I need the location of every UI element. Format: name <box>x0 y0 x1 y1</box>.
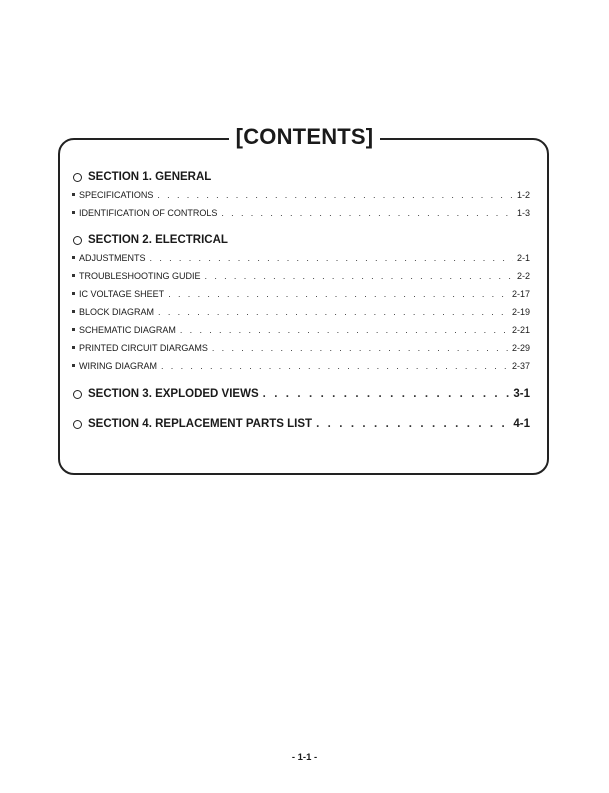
toc-entry-schematic-diagram[interactable] <box>72 324 530 342</box>
section-4 <box>72 416 530 432</box>
dot-leader <box>157 189 513 201</box>
square-bullet-icon <box>72 193 75 196</box>
toc-entry-page: 4-1 <box>513 418 530 430</box>
dot-leader <box>212 342 508 354</box>
toc-entry-label: SPECIFICATIONS <box>79 190 154 200</box>
circle-bullet-icon <box>73 390 82 399</box>
section-4-heading-label: SECTION 4. REPLACEMENT PARTS LIST <box>88 418 313 430</box>
toc-entry-page: 2-17 <box>511 289 530 299</box>
circle-bullet-icon <box>73 420 82 429</box>
toc-entry-adjustments[interactable] <box>72 252 530 270</box>
toc-entry-page: 2-1 <box>516 253 530 263</box>
square-bullet-icon <box>72 292 75 295</box>
toc-entry-label: WIRING DIAGRAM <box>79 361 157 371</box>
toc-entry-label: BLOCK DIAGRAM <box>79 307 155 317</box>
square-bullet-icon <box>72 211 75 214</box>
section-2 <box>72 232 530 378</box>
toc-entry-label: PRINTED CIRCUIT DIARGAMS <box>79 343 208 353</box>
toc-entry-troubleshooting-guide[interactable] <box>72 270 530 288</box>
toc-entry-page: 1-2 <box>516 190 530 200</box>
section-2-heading[interactable] <box>72 232 530 248</box>
toc-entry-label: IC VOLTAGE SHEET <box>79 289 165 299</box>
section-1-heading-label: SECTION 1. GENERAL <box>88 171 212 183</box>
toc-entry-page: 2-29 <box>511 343 530 353</box>
footer-page-number: - 1-1 - <box>291 752 318 763</box>
toc-entry-label: TROUBLESHOOTING GUDIE <box>79 271 201 281</box>
dot-leader <box>221 207 513 219</box>
toc-entry-exploded-views[interactable] <box>72 386 530 402</box>
section-1-heading[interactable] <box>72 169 530 185</box>
section-1 <box>72 169 530 225</box>
toc-entry-page: 2-19 <box>511 307 530 317</box>
dot-leader <box>180 324 508 336</box>
toc-entry-block-diagram[interactable] <box>72 306 530 324</box>
square-bullet-icon <box>72 346 75 349</box>
square-bullet-icon <box>72 274 75 277</box>
section-2-heading-label: SECTION 2. ELECTRICAL <box>88 234 228 246</box>
dot-leader <box>158 306 508 318</box>
section-3-heading-label: SECTION 3. EXPLODED VIEWS <box>88 388 259 400</box>
dot-leader <box>316 416 509 432</box>
dot-leader <box>161 360 508 372</box>
square-bullet-icon <box>72 364 75 367</box>
toc-entry-wiring-diagram[interactable] <box>72 360 530 378</box>
toc-entry-page: 3-1 <box>513 388 530 400</box>
square-bullet-icon <box>72 310 75 313</box>
toc-entry-ic-voltage-sheet[interactable] <box>72 288 530 306</box>
circle-bullet-icon <box>73 173 82 182</box>
dot-leader <box>263 386 510 402</box>
toc-entry-identification-of-controls[interactable] <box>72 207 530 225</box>
toc-entry-page: 1-3 <box>516 208 530 218</box>
square-bullet-icon <box>72 256 75 259</box>
toc-entry-label: IDENTIFICATION OF CONTROLS <box>79 208 218 218</box>
toc-entry-label: SCHEMATIC DIAGRAM <box>79 325 176 335</box>
toc-entry-page: 2-37 <box>511 361 530 371</box>
toc-entry-printed-circuit-diagrams[interactable] <box>72 342 530 360</box>
page-title: [CONTENTS] <box>229 120 381 154</box>
dot-leader <box>168 288 508 300</box>
toc-entry-replacement-parts-list[interactable] <box>72 416 530 432</box>
title-wrap <box>0 120 609 154</box>
toc-entry-page: 2-2 <box>516 271 530 281</box>
section-3 <box>72 386 530 402</box>
square-bullet-icon <box>72 328 75 331</box>
toc-entry-page: 2-21 <box>511 325 530 335</box>
circle-bullet-icon <box>73 236 82 245</box>
dot-leader <box>205 270 513 282</box>
toc-entry-label: ADJUSTMENTS <box>79 253 146 263</box>
dot-leader <box>150 252 513 264</box>
toc-entry-specifications[interactable] <box>72 189 530 207</box>
